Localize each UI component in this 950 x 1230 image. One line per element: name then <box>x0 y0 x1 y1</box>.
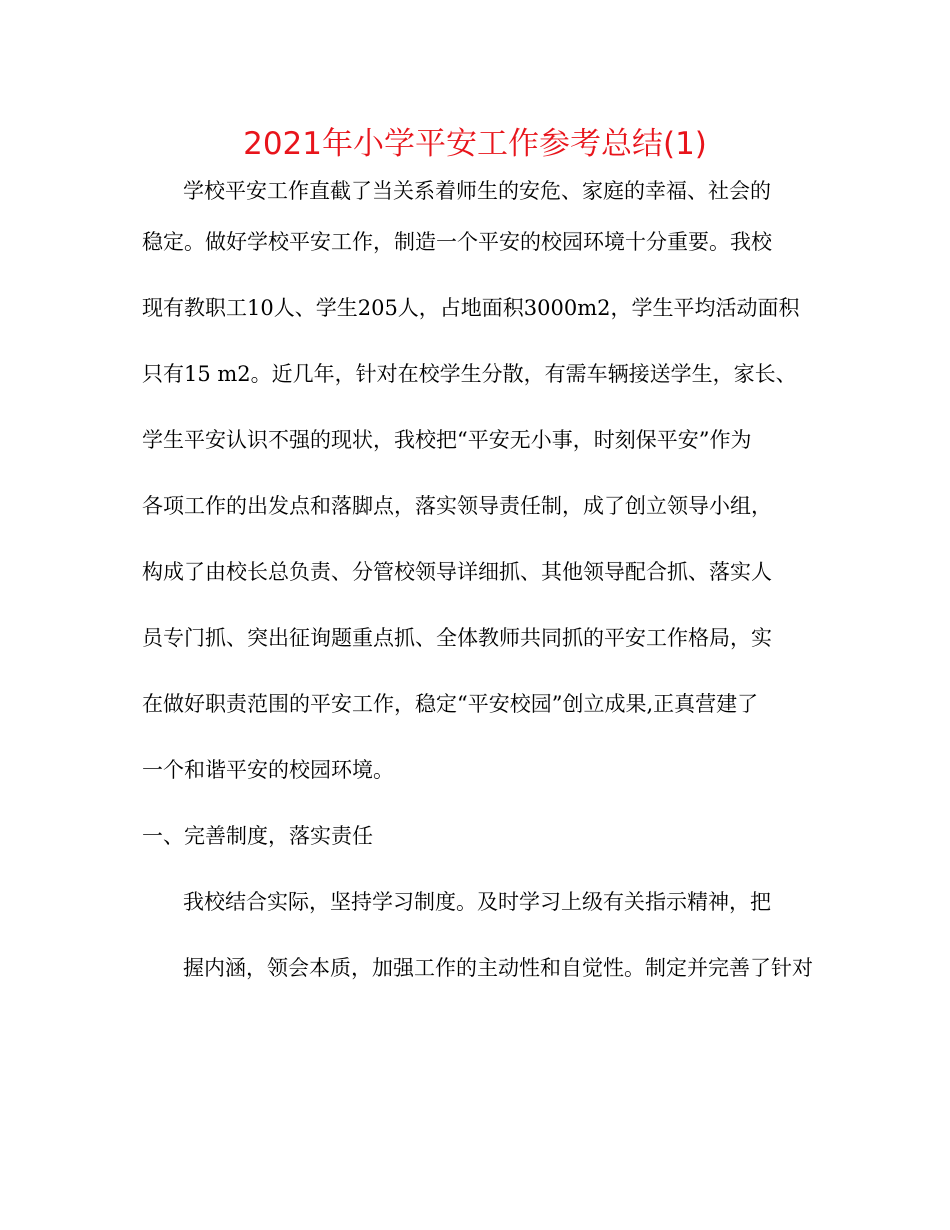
paragraph-line: 员专门抓、突出征询题重点抓、全体教师共同抓的平安工作格局，实 <box>142 626 772 650</box>
paragraph-line: 稳定。做好学校平安工作，制造一个平安的校园环境十分重要。我校 <box>142 230 772 254</box>
paragraph-line: 一、完善制度，落实责任 <box>142 824 373 848</box>
document-title: 2021年小学平安工作参考总结(1) <box>243 126 707 162</box>
paragraph-line: 构成了由校长总负责、分管校领导详细抓、其他领导配合抓、落实人 <box>142 560 772 584</box>
paragraph-line: 握内涵，领会本质，加强工作的主动性和自觉性。制定并完善了针对 <box>183 956 813 980</box>
paragraph-line: 各项工作的出发点和落脚点，落实领导责任制，成了创立领导小组， <box>142 494 772 518</box>
paragraph-line: 现有教职工10人、学生205人，占地面积3000m2，学生平均活动面积 <box>142 296 800 320</box>
paragraph-line: 学校平安工作直截了当关系着师生的安危、家庭的幸福、社会的 <box>183 179 771 203</box>
paragraph-line: 学生平安认识不强的现状，我校把“平安无小事，时刻保平安”作为 <box>142 428 752 452</box>
paragraph-line: 只有15 m2。近几年，针对在校学生分散，有需车辆接送学生，家长、 <box>142 362 797 386</box>
section-heading: 我校结合实际，坚持学习制度。及时学习上级有关指示精神，把 <box>183 890 771 914</box>
paragraph-line: 在做好职责范围的平安工作，稳定“平安校园”创立成果,正真营建了 <box>142 692 759 716</box>
paragraph-line: 一个和谐平安的校园环境。 <box>142 758 394 782</box>
